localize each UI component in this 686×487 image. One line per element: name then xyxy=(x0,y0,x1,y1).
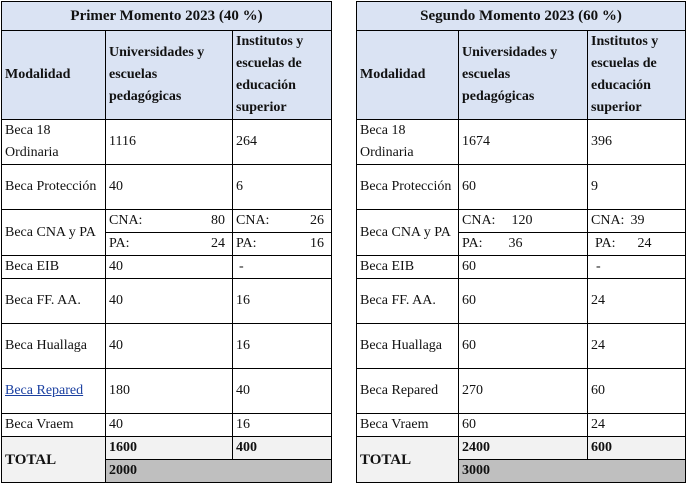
table-row xyxy=(357,369,686,414)
total-institutos: 400 xyxy=(233,437,332,460)
header-universidades: Universidades y escuelas pedagógicas xyxy=(106,31,233,120)
cell-institutos: 24 xyxy=(588,414,686,437)
pa-key: PA: xyxy=(462,236,483,251)
cna-key: CNA: xyxy=(591,213,625,228)
table-row xyxy=(357,256,686,279)
table-title: Primer Momento 2023 (40 %) xyxy=(2,2,332,31)
cell-institutos: 16 xyxy=(233,414,332,437)
row-label: Beca Repared xyxy=(357,369,459,414)
cell-universidades: 1674 xyxy=(459,120,588,165)
row-label: Beca FF. AA. xyxy=(2,279,106,324)
cell-universidades: 60 xyxy=(459,324,588,369)
row-label: Beca Huallaga xyxy=(2,324,106,369)
cell-universidades-pa xyxy=(106,233,233,256)
cell-institutos-pa xyxy=(588,233,686,256)
cell-universidades: 40 xyxy=(106,414,233,437)
cell-institutos: 16 xyxy=(233,279,332,324)
cell-universidades: 270 xyxy=(459,369,588,414)
cell-institutos: 24 xyxy=(588,279,686,324)
cna-value: 120 xyxy=(511,213,533,228)
cell-universidades: 60 xyxy=(459,279,588,324)
table-row xyxy=(2,256,332,279)
cell-institutos-cna xyxy=(588,210,686,233)
total-universidades: 1600 xyxy=(106,437,233,460)
table-row xyxy=(2,210,332,233)
cell-universidades: 40 xyxy=(106,256,233,279)
row-label: Beca EIB xyxy=(357,256,459,279)
total-label: TOTAL xyxy=(2,437,106,483)
table-row xyxy=(357,210,686,233)
segundo-momento-table xyxy=(356,1,686,483)
table-row xyxy=(357,120,686,165)
primer-momento-table xyxy=(1,1,332,483)
cna-key: CNA: xyxy=(109,213,143,228)
table-row xyxy=(2,165,332,210)
pa-value: 24 xyxy=(211,236,225,251)
total-row xyxy=(357,437,686,460)
header-institutos: Institutos y escuelas de educación superior xyxy=(588,31,686,120)
total-row xyxy=(2,437,332,460)
table-row xyxy=(357,165,686,210)
cell-universidades-pa xyxy=(459,233,588,256)
cell-institutos: 264 xyxy=(233,120,332,165)
cell-institutos: - xyxy=(233,256,332,279)
cell-institutos: 16 xyxy=(233,324,332,369)
cell-universidades: 60 xyxy=(459,165,588,210)
cell-institutos: 9 xyxy=(588,165,686,210)
pa-key: PA: xyxy=(236,236,257,251)
pa-value: 16 xyxy=(310,236,324,251)
cell-institutos: - xyxy=(588,256,686,279)
cell-institutos: 396 xyxy=(588,120,686,165)
total-universidades: 2400 xyxy=(459,437,588,460)
cell-universidades-cna xyxy=(459,210,588,233)
cell-institutos: 60 xyxy=(588,369,686,414)
cna-key: CNA: xyxy=(236,213,270,228)
table-row xyxy=(2,369,332,414)
pa-value: 24 xyxy=(637,236,652,251)
cell-universidades: 60 xyxy=(459,256,588,279)
row-label: Beca Huallaga xyxy=(357,324,459,369)
cell-universidades-cna xyxy=(106,210,233,233)
table-row xyxy=(357,414,686,437)
row-label: Beca Protección xyxy=(2,165,106,210)
table-row xyxy=(2,324,332,369)
row-label: Beca 18 Ordinaria xyxy=(2,120,106,165)
row-label: Beca 18 Ordinaria xyxy=(357,120,459,165)
cell-institutos: 40 xyxy=(233,369,332,414)
cell-universidades: 40 xyxy=(106,324,233,369)
cna-value: 80 xyxy=(211,213,225,228)
cell-institutos-cna xyxy=(233,210,332,233)
row-label: Beca Protección xyxy=(357,165,459,210)
cell-universidades: 40 xyxy=(106,279,233,324)
table-row xyxy=(357,324,686,369)
cell-universidades: 1116 xyxy=(106,120,233,165)
header-modalidad: Modalidad xyxy=(357,31,459,120)
cell-universidades: 60 xyxy=(459,414,588,437)
cell-institutos: 24 xyxy=(588,324,686,369)
row-label: Beca FF. AA. xyxy=(357,279,459,324)
pa-key: PA: xyxy=(109,236,130,251)
total-label: TOTAL xyxy=(357,437,459,483)
table-row xyxy=(2,279,332,324)
row-label: Beca Vraem xyxy=(357,414,459,437)
pa-value: 36 xyxy=(508,236,523,251)
total-institutos: 600 xyxy=(588,437,686,460)
row-label: Beca Vraem xyxy=(2,414,106,437)
cna-value: 26 xyxy=(310,213,324,228)
header-institutos: Institutos y escuelas de educación superior xyxy=(233,31,332,120)
table-row xyxy=(2,414,332,437)
grand-total: 2000 xyxy=(106,460,332,483)
row-label: Beca EIB xyxy=(2,256,106,279)
beca-repared-link[interactable]: Beca Repared xyxy=(5,383,84,398)
cell-universidades: 180 xyxy=(106,369,233,414)
table-row xyxy=(2,120,332,165)
grand-total: 3000 xyxy=(459,460,686,483)
pa-key: PA: xyxy=(595,236,616,251)
cna-value: 39 xyxy=(630,213,645,228)
cell-institutos: 6 xyxy=(233,165,332,210)
cell-universidades: 40 xyxy=(106,165,233,210)
header-modalidad: Modalidad xyxy=(2,31,106,120)
row-label: Beca CNA y PA xyxy=(2,210,106,256)
header-universidades: Universidades y escuelas pedagógicas xyxy=(459,31,588,120)
table-title: Segundo Momento 2023 (60 %) xyxy=(357,2,686,31)
row-label: Beca CNA y PA xyxy=(357,210,459,256)
cell-institutos-pa xyxy=(233,233,332,256)
row-label xyxy=(2,369,106,414)
cna-key: CNA: xyxy=(462,213,496,228)
table-row xyxy=(357,279,686,324)
